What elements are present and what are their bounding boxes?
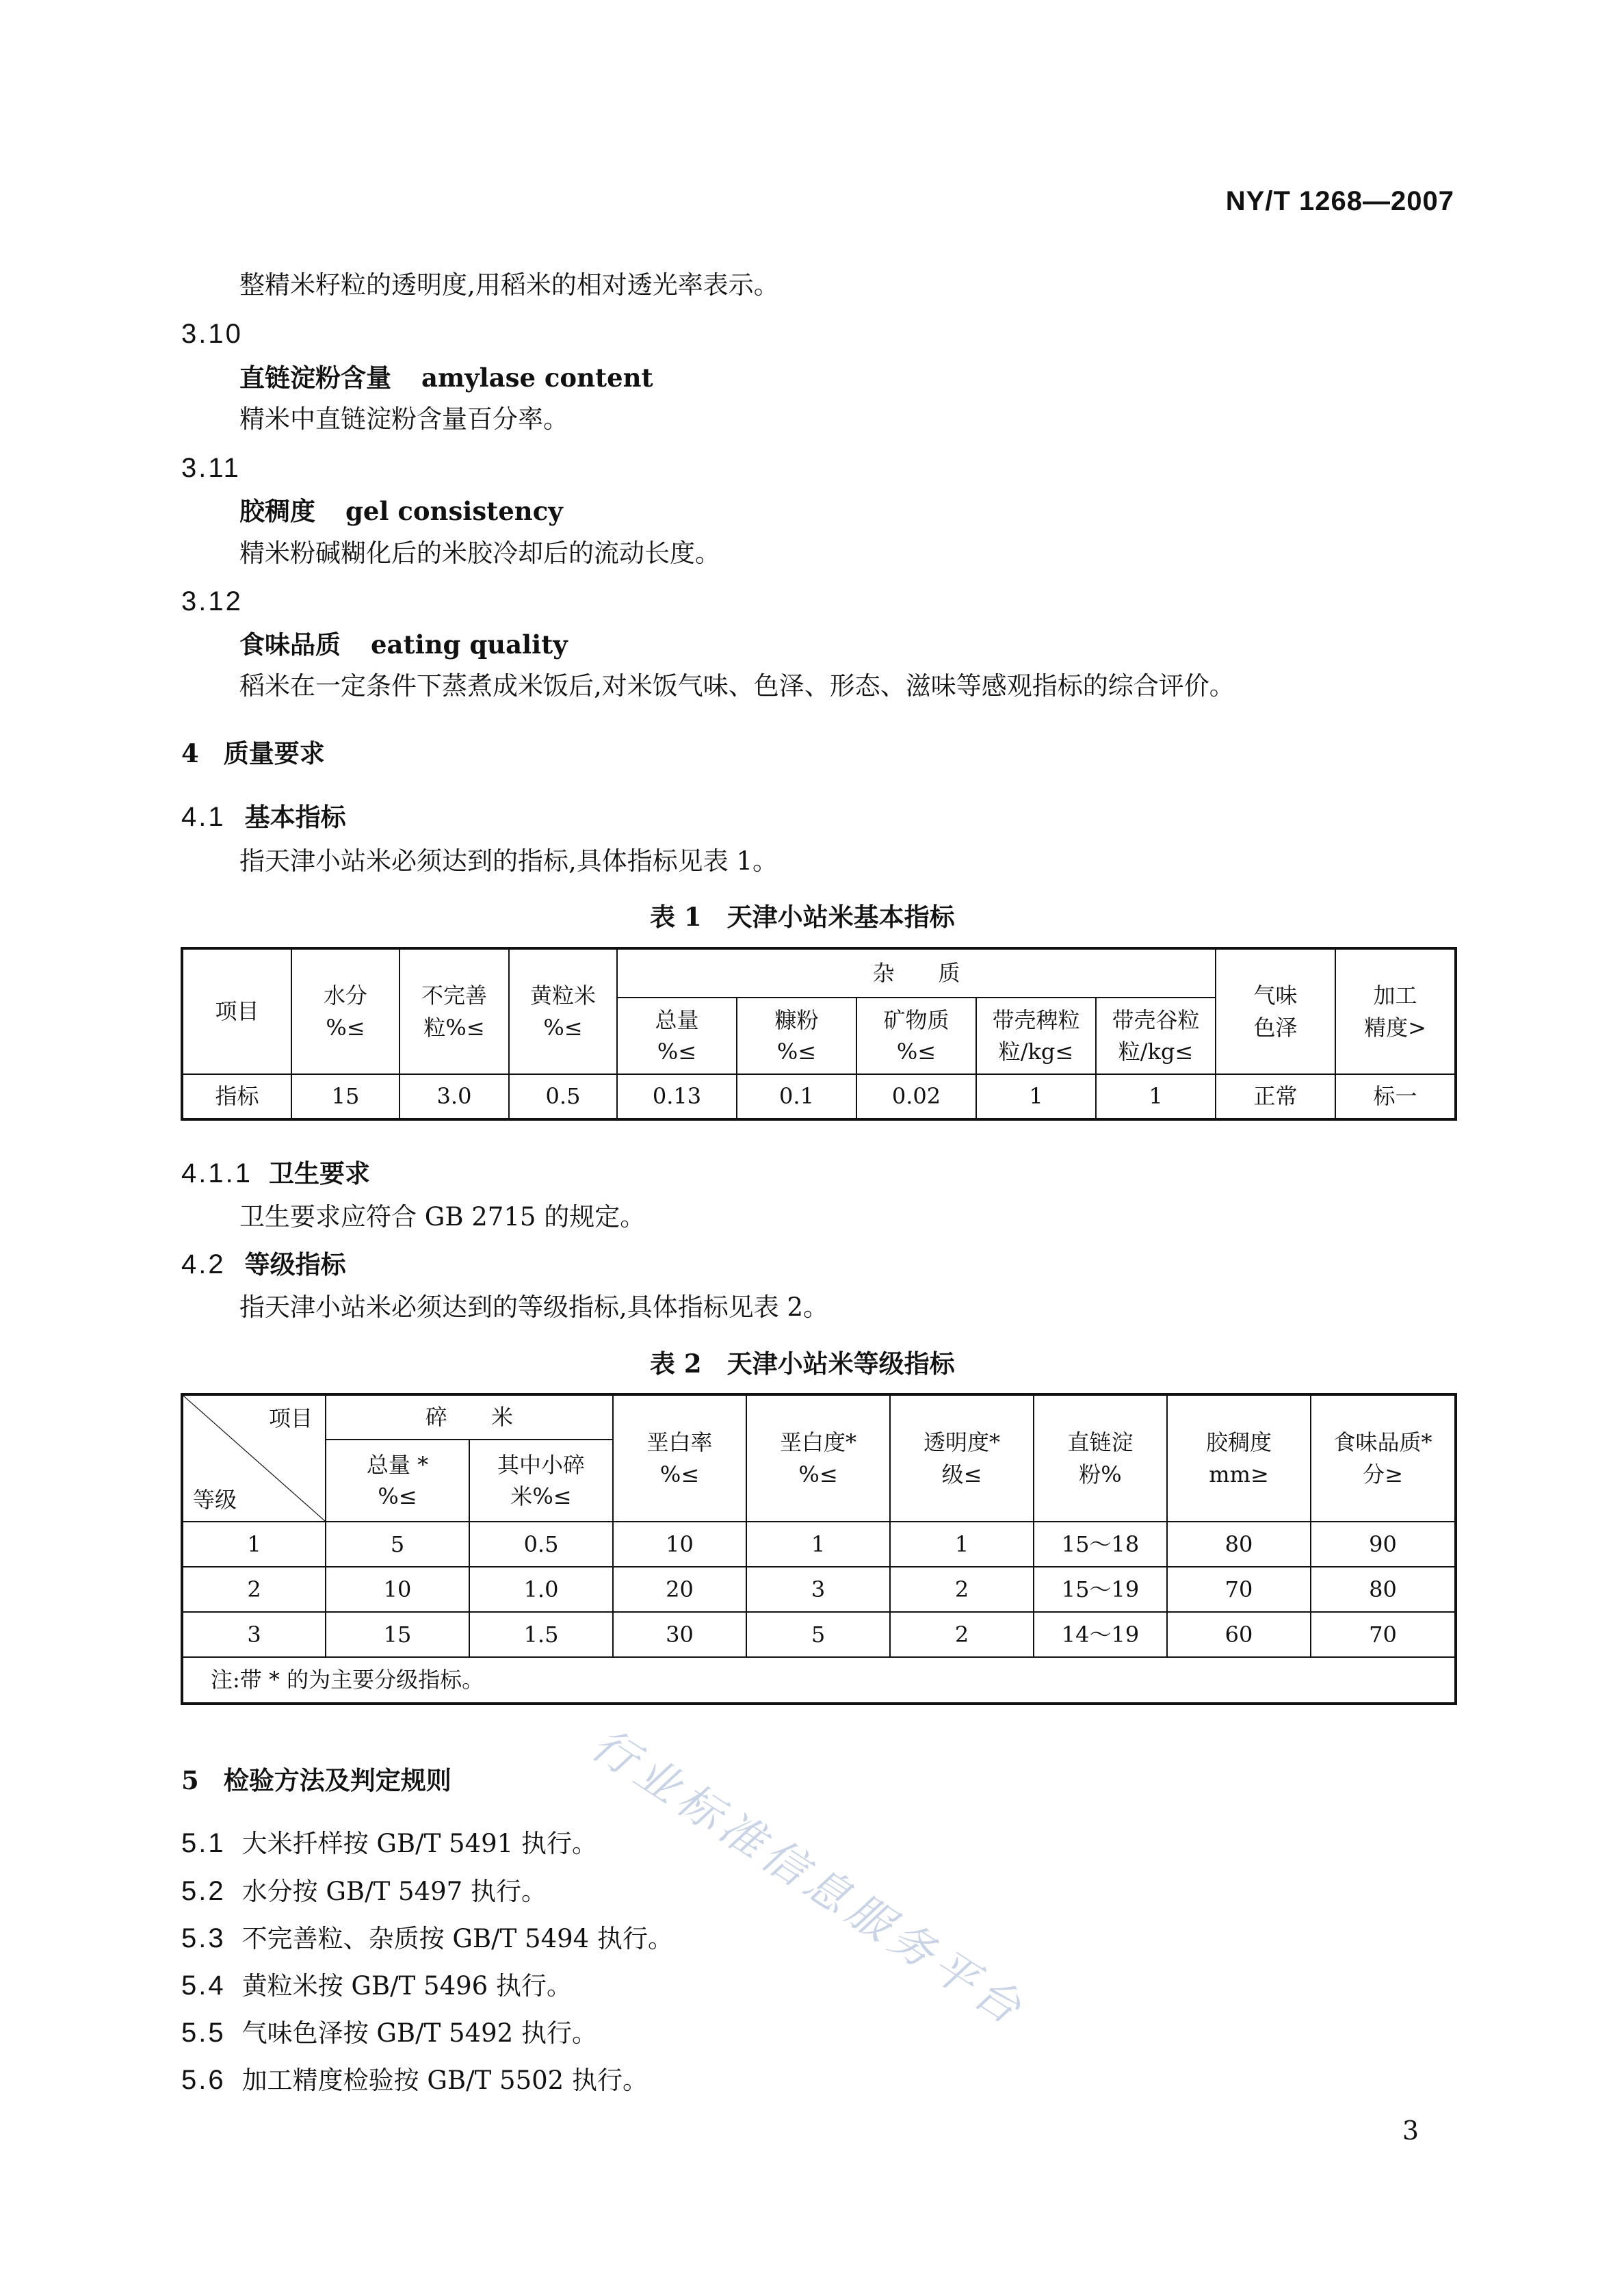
header-mineral: 矿物质 %≤ (856, 998, 976, 1074)
standard-number: NY/T 1268—2007 (1225, 186, 1454, 216)
table-cell: 1 (182, 1522, 326, 1567)
header-item: 项目 (182, 948, 291, 1074)
method-item (181, 2065, 648, 2096)
page-number: 3 (1402, 2116, 1419, 2146)
subsection-title: 卫生要求 (268, 1158, 370, 1188)
paragraph: 卫生要求应符合 GB 2715 的规定。 (239, 1202, 646, 1232)
corner-bottom-label: 等级 (193, 1486, 237, 1513)
table-cell: 60 (1167, 1612, 1311, 1657)
table-cell: 0.02 (856, 1074, 976, 1119)
table-cell: 0.13 (617, 1074, 737, 1119)
method-item (181, 1876, 547, 1907)
table1-caption: 表 1 天津小站米基本指标 (650, 902, 955, 932)
method-text: 水分按 GB/T 5497 执行。 (241, 1877, 547, 1906)
header-barnyard: 带壳稗粒 粒/kg≤ (976, 998, 1096, 1074)
term-cn: 食味品质 (239, 629, 341, 660)
clause-number: 3.11 (181, 453, 241, 483)
method-text: 加工精度检验按 GB/T 5502 执行。 (241, 2066, 648, 2095)
table-cell: 1 (890, 1522, 1034, 1567)
definition-text: 精米粉碱糊化后的米胶冷却后的流动长度。 (239, 538, 720, 568)
table-cell: 1 (1096, 1074, 1216, 1119)
definition-term-row (239, 496, 563, 526)
table-cell: 20 (613, 1567, 746, 1612)
header-transparency: 透明度* 级≤ (890, 1394, 1034, 1522)
table-note: 注:带 * 的为主要分级指标。 (182, 1657, 1456, 1704)
clause-number: 3.10 (181, 319, 243, 349)
table-cell: 30 (613, 1612, 746, 1657)
header-chalkiness: 垩白度* %≤ (746, 1394, 890, 1522)
method-number: 5.1 (181, 1828, 226, 1858)
definition-text: 精米中直链淀粉含量百分率。 (239, 404, 568, 434)
section-title: 检验方法及判定规则 (223, 1765, 451, 1795)
section-number: 5 (181, 1765, 199, 1795)
header-chalky-rate: 垩白率 %≤ (613, 1394, 746, 1522)
method-text: 气味色泽按 GB/T 5492 执行。 (241, 2018, 597, 2048)
table-row (182, 1074, 1456, 1119)
table-cell: 90 (1311, 1522, 1456, 1567)
corner-cell (182, 1394, 326, 1522)
header-total: 总量 %≤ (617, 998, 737, 1074)
table-row (182, 1567, 1456, 1612)
method-number: 5.5 (181, 2018, 226, 2048)
header-odor: 气味 色泽 (1216, 948, 1335, 1074)
table-cell: 1 (746, 1522, 890, 1567)
corner-top-label: 项目 (268, 1405, 313, 1431)
subsection-heading (181, 802, 346, 833)
header-yellow: 黄粒米 %≤ (509, 948, 617, 1074)
table-cell: 10 (613, 1522, 746, 1567)
table-cell: 80 (1167, 1522, 1311, 1567)
header-water: 水分 %≤ (291, 948, 400, 1074)
table-cell: 标一 (1335, 1074, 1456, 1119)
table-cell: 指标 (182, 1074, 291, 1119)
header-broken: 碎 米 (326, 1394, 613, 1440)
intro-line: 整精米籽粒的透明度,用稻米的相对透光率表示。 (239, 270, 779, 300)
method-item (181, 2018, 597, 2048)
method-text: 黄粒米按 GB/T 5496 执行。 (241, 1971, 572, 2001)
term-en: eating quality (371, 629, 568, 660)
header-impurity: 杂 质 (617, 948, 1216, 998)
section-title: 质量要求 (223, 738, 325, 768)
table-cell: 15～18 (1034, 1522, 1167, 1567)
subsection-number: 4.1.1 (181, 1158, 252, 1188)
method-item (181, 1828, 597, 1859)
method-number: 5.6 (181, 2065, 226, 2095)
table-cell: 2 (890, 1567, 1034, 1612)
subsection-number: 4.1 (181, 802, 226, 832)
subsection-title: 等级指标 (244, 1249, 346, 1279)
subsection-heading (181, 1158, 370, 1189)
subsection-number: 4.2 (181, 1249, 226, 1279)
table-row (182, 1612, 1456, 1657)
table-cell: 5 (326, 1522, 469, 1567)
method-number: 5.4 (181, 1970, 226, 2001)
header-broken-total: 总量 * %≤ (326, 1440, 469, 1522)
table-cell: 正常 (1216, 1074, 1335, 1119)
header-bran: 糠粉 %≤ (737, 998, 856, 1074)
table-cell: 70 (1167, 1567, 1311, 1612)
table-row (182, 1522, 1456, 1567)
header-gel: 胶稠度 mm≥ (1167, 1394, 1311, 1522)
table-cell: 10 (326, 1567, 469, 1612)
table-cell: 2 (182, 1567, 326, 1612)
table-cell: 5 (746, 1612, 890, 1657)
method-number: 5.3 (181, 1923, 226, 1953)
term-en: gel consistency (345, 496, 563, 526)
term-en: amylase content (421, 363, 653, 393)
header-precision: 加工 精度> (1335, 948, 1456, 1074)
table-cell: 70 (1311, 1612, 1456, 1657)
definition-term-row (239, 629, 568, 660)
method-item (181, 1923, 673, 1954)
header-imperfect: 不完善 粒%≤ (400, 948, 509, 1074)
table-cell: 1.0 (469, 1567, 613, 1612)
subsection-heading (181, 1249, 346, 1280)
table-cell: 15 (326, 1612, 469, 1657)
table-note-row (182, 1657, 1456, 1704)
table-cell: 15 (291, 1074, 400, 1119)
table-cell: 14～19 (1034, 1612, 1167, 1657)
table-cell: 1.5 (469, 1612, 613, 1657)
term-cn: 直链淀粉含量 (239, 363, 391, 393)
definition-term-row (239, 365, 653, 391)
section-heading (181, 738, 325, 768)
method-item (181, 1970, 572, 2001)
table-cell: 15～19 (1034, 1567, 1167, 1612)
method-number: 5.2 (181, 1876, 226, 1906)
paragraph: 指天津小站米必须达到的指标,具体指标见表 1。 (239, 846, 778, 876)
term-cn: 胶稠度 (239, 496, 315, 526)
table-cell: 3.0 (400, 1074, 509, 1119)
table-cell: 0.1 (737, 1074, 856, 1119)
table-cell: 1 (976, 1074, 1096, 1119)
table2-caption: 表 2 天津小站米等级指标 (650, 1349, 955, 1379)
subsection-title: 基本指标 (244, 802, 346, 832)
table-cell: 2 (890, 1612, 1034, 1657)
table1 (181, 947, 1457, 1121)
header-small-broken: 其中小碎 米%≤ (469, 1440, 613, 1522)
table-cell: 3 (746, 1567, 890, 1612)
header-eating: 食味品质* 分≥ (1311, 1394, 1456, 1522)
method-text: 大米扦样按 GB/T 5491 执行。 (241, 1829, 597, 1858)
section-heading (181, 1765, 451, 1795)
header-amylose: 直链淀 粉% (1034, 1394, 1167, 1522)
table-cell: 80 (1311, 1567, 1456, 1612)
method-text: 不完善粒、杂质按 GB/T 5494 执行。 (241, 1924, 673, 1953)
section-number: 4 (181, 738, 199, 768)
definition-text: 稻米在一定条件下蒸煮成米饭后,对米饭气味、色泽、形态、滋味等感观指标的综合评价。 (239, 671, 1235, 701)
table-cell: 3 (182, 1612, 326, 1657)
watermark: 行业标准信息服务平台 (582, 1719, 1035, 2038)
paragraph: 指天津小站米必须达到的等级指标,具体指标见表 2。 (239, 1292, 829, 1322)
clause-number: 3.12 (181, 586, 243, 616)
table-cell: 0.5 (469, 1522, 613, 1567)
table-cell: 0.5 (509, 1074, 617, 1119)
header-paddy: 带壳谷粒 粒/kg≤ (1096, 998, 1216, 1074)
table2 (181, 1393, 1457, 1705)
